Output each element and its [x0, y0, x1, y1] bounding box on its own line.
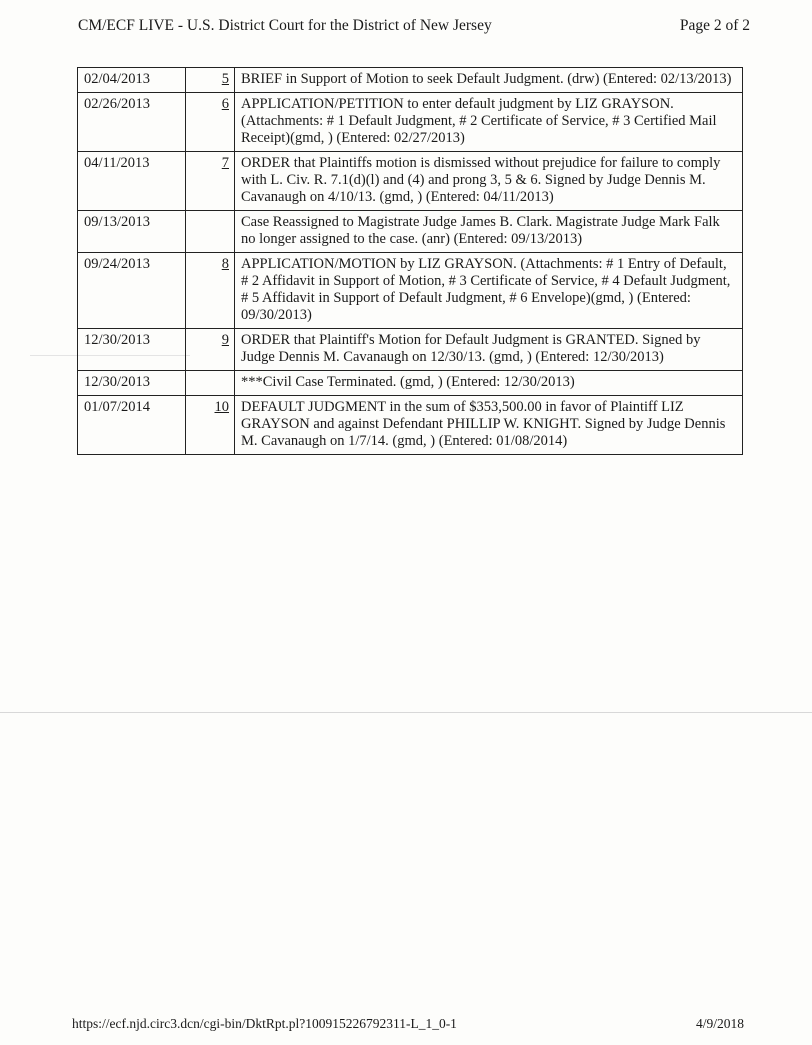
table-row	[78, 253, 743, 329]
page-header-title: CM/ECF LIVE - U.S. District Court for the District of New Jersey	[78, 17, 492, 34]
entry-text: APPLICATION/PETITION to enter default judgment by LIZ GRAYSON. (Attachments: # 1 Default Judgment, # 2 Certificate of Service, # 3 Certified Mail Receipt)(gmd, ) (Entered: 02/27/2013)	[235, 93, 743, 152]
docket-number-link[interactable]: 8	[221, 256, 229, 272]
entry-date: 12/30/2013	[78, 329, 186, 371]
entry-number	[186, 152, 235, 211]
entry-text: Case Reassigned to Magistrate Judge James B. Clark. Magistrate Judge Mark Falk no longer assigned to the case. (anr) (Entered: 09/13/2013)	[235, 211, 743, 253]
docket-table	[77, 67, 743, 455]
docket-number-link[interactable]: 5	[221, 71, 229, 87]
entry-number	[186, 93, 235, 152]
entry-date: 01/07/2014	[78, 396, 186, 455]
docket-number-link[interactable]: 6	[221, 96, 229, 112]
entry-number	[186, 68, 235, 93]
entry-text: DEFAULT JUDGMENT in the sum of $353,500.00 in favor of Plaintiff LIZ GRAYSON and against Defendant PHILLIP W. KNIGHT. Signed by Judge Dennis M. Cavanaugh on 1/7/14. (gmd, ) (Entered: 01/08/2014)	[235, 396, 743, 455]
entry-number	[186, 211, 235, 253]
entry-number	[186, 329, 235, 371]
entry-text: APPLICATION/MOTION by LIZ GRAYSON. (Attachments: # 1 Entry of Default, # 2 Affidavit in Support of Motion, # 3 Certificate of Service, # 4 Default Judgment, # 5 Affidavit in Support of Default Judgment, # 6 Envelope)(gmd, ) (Entered: 09/30/2013)	[235, 253, 743, 329]
footer-date: 4/9/2018	[695, 1016, 744, 1031]
table-row	[78, 152, 743, 211]
docket-number-link[interactable]: 10	[214, 399, 229, 415]
footer-url: https://ecf.njd.circ3.dcn/cgi-bin/DktRpt.pl?100915226792311-L_1_0-1	[72, 1016, 457, 1031]
entry-text: ORDER that Plaintiff's Motion for Default Judgment is GRANTED. Signed by Judge Dennis M. Cavanaugh on 12/30/13. (gmd, ) (Entered: 12/30/2013)	[235, 329, 743, 371]
entry-date: 09/24/2013	[78, 253, 186, 329]
entry-number	[186, 371, 235, 396]
table-row	[78, 371, 743, 396]
entry-text: BRIEF in Support of Motion to seek Default Judgment. (drw) (Entered: 02/13/2013)	[235, 68, 743, 93]
table-row	[78, 93, 743, 152]
entry-number	[186, 253, 235, 329]
table-row	[78, 329, 743, 371]
page-number: Page 2 of 2	[679, 17, 750, 34]
entry-text: ORDER that Plaintiffs motion is dismissed without prejudice for failure to comply with L. Civ. R. 7.1(d)(l) and (4) and prong 3, 5 & 6. Signed by Judge Dennis M. Cavanaugh on 4/10/13. (gmd, ) (Entered: 04/11/2013)	[235, 152, 743, 211]
entry-date: 04/11/2013	[78, 152, 186, 211]
entry-date: 09/13/2013	[78, 211, 186, 253]
table-row	[78, 211, 743, 253]
entry-date: 02/04/2013	[78, 68, 186, 93]
docket-number-link[interactable]: 7	[221, 155, 229, 171]
docket-number-link[interactable]: 9	[221, 332, 229, 348]
scan-artifact-line	[0, 712, 812, 713]
entry-text: ***Civil Case Terminated. (gmd, ) (Entered: 12/30/2013)	[235, 371, 743, 396]
entry-date: 02/26/2013	[78, 93, 186, 152]
table-row	[78, 68, 743, 93]
table-row	[78, 396, 743, 455]
entry-number	[186, 396, 235, 455]
entry-date: 12/30/2013	[78, 371, 186, 396]
